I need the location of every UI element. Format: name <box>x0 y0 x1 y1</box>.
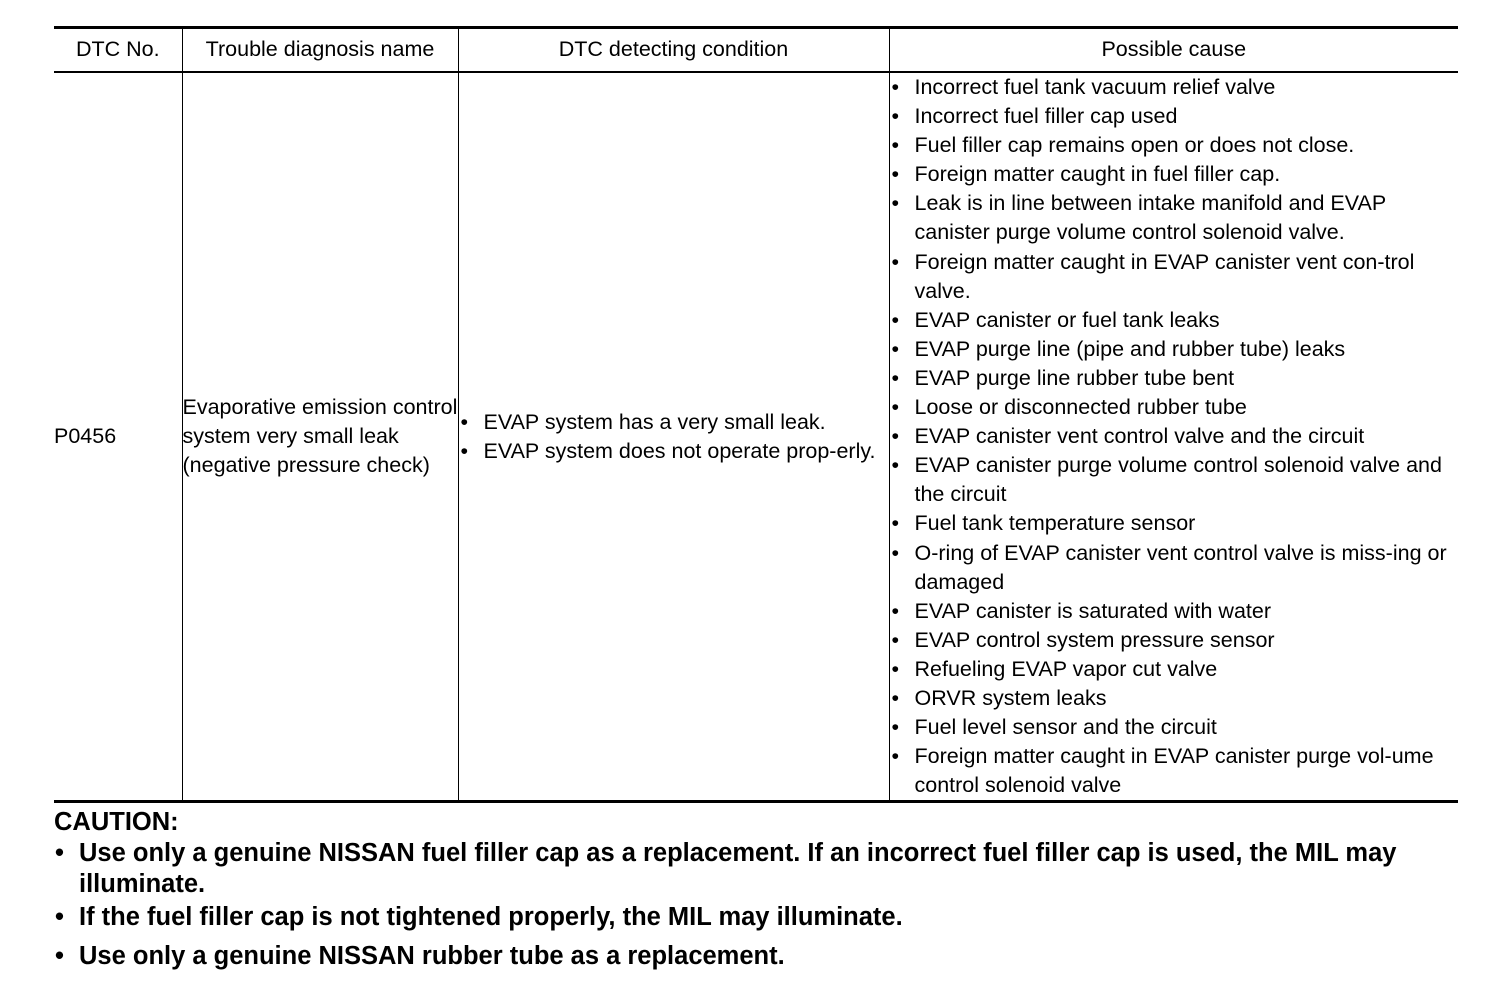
list-item: • Foreign matter caught in EVAP canister purge vol-ume control solenoid valve <box>890 742 1459 800</box>
list-item: • Fuel level sensor and the circuit <box>890 713 1459 742</box>
list-item: • EVAP purge line rubber tube bent <box>890 364 1459 393</box>
header-dtc-no: DTC No. <box>54 28 182 73</box>
list-item: • O-ring of EVAP canister vent control valve is miss-ing or damaged <box>890 539 1459 597</box>
caution-list <box>54 838 1458 972</box>
list-item: • EVAP canister or fuel tank leaks <box>890 306 1459 335</box>
list-item: • EVAP system has a very small leak. <box>459 408 889 437</box>
list-item: • Foreign matter caught in fuel filler cap. <box>890 160 1459 189</box>
list-item: • Incorrect fuel tank vacuum relief valve <box>890 73 1459 102</box>
trouble-name-cell: Evaporative emission control system very small leak (negative pressure check) <box>182 72 458 802</box>
list-item: • EVAP canister purge volume control solenoid valve and the circuit <box>890 451 1459 509</box>
header-detecting-condition: DTC detecting condition <box>458 28 889 73</box>
detecting-condition-cell <box>458 72 889 802</box>
caution-heading: CAUTION: <box>54 808 179 837</box>
caution-item: • Use only a genuine NISSAN rubber tube as a replacement. <box>54 941 1458 972</box>
list-item: • ORVR system leaks <box>890 684 1459 713</box>
detecting-condition-list <box>459 408 889 466</box>
table-row <box>54 72 1458 802</box>
header-possible-cause: Possible cause <box>889 28 1458 73</box>
list-item: • Foreign matter caught in EVAP canister vent con-trol valve. <box>890 248 1459 306</box>
caution-item: • Use only a genuine NISSAN fuel filler cap as a replacement. If an incorrect fuel filler cap is used, the MIL may illuminate. <box>54 838 1458 900</box>
list-item: • Fuel tank temperature sensor <box>890 509 1459 538</box>
possible-cause-cell <box>889 72 1458 802</box>
list-item: • Refueling EVAP vapor cut valve <box>890 655 1459 684</box>
list-item: • Incorrect fuel filler cap used <box>890 102 1459 131</box>
list-item: • Leak is in line between intake manifold and EVAP canister purge volume control solenoid valve. <box>890 189 1459 247</box>
document-page <box>54 26 1458 972</box>
list-item: • EVAP system does not operate prop-erly. <box>459 437 889 466</box>
list-item: • EVAP purge line (pipe and rubber tube) leaks <box>890 335 1459 364</box>
list-item: • Loose or disconnected rubber tube <box>890 393 1459 422</box>
table-header-row <box>54 28 1458 73</box>
list-item: • EVAP canister vent control valve and the circuit <box>890 422 1459 451</box>
dtc-code-cell: P0456 <box>54 424 117 449</box>
list-item: • Fuel filler cap remains open or does not close. <box>890 131 1459 160</box>
dtc-table <box>54 26 1458 803</box>
possible-cause-list <box>890 73 1459 800</box>
caution-section <box>54 807 1458 972</box>
caution-item: • If the fuel filler cap is not tightened properly, the MIL may illuminate. <box>54 902 1458 933</box>
header-trouble-name: Trouble diagnosis name <box>182 28 458 73</box>
list-item: • EVAP canister is saturated with water <box>890 597 1459 626</box>
list-item: • EVAP control system pressure sensor <box>890 626 1459 655</box>
